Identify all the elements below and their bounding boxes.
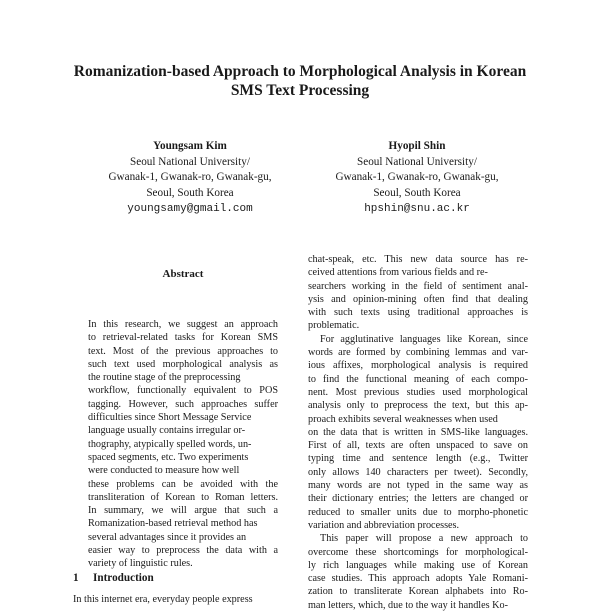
text-line: case studies. This approach adopts Yale Romani- [308, 573, 528, 585]
author-name: Youngsam Kim [153, 140, 227, 152]
text-line: variation and abbreviation processes. [308, 519, 460, 531]
text-line: only allows 140 characters per tweet). Secondly, [308, 466, 528, 478]
text-line: In this research, we suggest an approach [88, 319, 278, 330]
text-line: difficulties since Short Message Service [88, 412, 252, 424]
text-line: First of all, texts are often unspaced to save on [308, 440, 528, 452]
abstract-body [88, 318, 278, 571]
intro-first-line: In this internet era, everyday people express [73, 594, 253, 605]
text-line: variety of linguistic rules. [88, 558, 193, 570]
text-line: overcome these shortcomings for morphological- [308, 546, 528, 558]
text-line: transliteration of Korean to Roman letters. [88, 491, 278, 503]
affiliation-line: Seoul, South Korea [146, 186, 234, 199]
text-line: man letters, which, due to the way it handles Ko- [308, 599, 509, 611]
text-line: searchers working in the field of sentiment anal- [308, 280, 528, 292]
text-line: zation to transliterate Korean alphabets into Ro- [308, 586, 528, 598]
author-block [297, 139, 537, 218]
text-line: on the data that is written in SMS-like languages. [308, 426, 528, 438]
affiliation-line: Seoul National University/ [357, 155, 477, 168]
author-name: Hyopil Shin [388, 140, 446, 152]
text-line: language usually contains irregular or- [88, 425, 246, 437]
affiliation-line: Seoul, South Korea [373, 186, 461, 199]
text-line: analysis only to preprocess the text, but this ap- [308, 400, 528, 412]
author-block [70, 139, 310, 218]
title-line: SMS Text Processing [230, 82, 370, 99]
text-line: many words are not typed in the same way as [308, 480, 528, 492]
text-line: proach exhibits several weaknesses when used [308, 413, 498, 425]
text-line: such text used morphological analysis as [88, 358, 278, 370]
text-line: text. Most of the previous approaches to [88, 345, 278, 357]
text-line: their dictionary entries; the letters are changed or [308, 493, 528, 505]
text-line: easier way to preprocess the data with a [88, 545, 278, 557]
text-line: words are formed by combining lemmas and var- [308, 347, 528, 359]
text-line: ious affixes, morphological analysis is required [308, 360, 528, 372]
text-line: For agglutinative languages like Korean, since [320, 333, 528, 345]
text-line: This paper will propose a new approach to [320, 533, 528, 545]
text-line: tagging. However, such approaches suffer [88, 398, 278, 410]
text-line: ceived attentions from various fields and re- [308, 267, 488, 279]
text-line: the routine stage of the preprocessing [88, 372, 241, 384]
text-line: to find the functional meaning of each compo- [308, 373, 528, 385]
section-number: 1 [73, 572, 79, 584]
affiliation-line: Seoul National University/ [130, 155, 250, 168]
text-line: ysis and opinion-mining often find that dealing [308, 293, 528, 305]
text-line: chat-speak, etc. This new data source has re- [308, 254, 528, 265]
text-line: thography, atypically spelled words, un- [88, 438, 252, 450]
text-line: were conducted to measure how well [88, 465, 240, 477]
text-line: several advantages since it provides an [88, 531, 247, 543]
text-line: nent. Most previous studies used morphological [308, 386, 528, 398]
author-email: youngsamy@gmail.com [127, 203, 253, 215]
section-heading [73, 572, 154, 584]
abstract-heading: Abstract [162, 268, 204, 280]
text-line: spaced segments, etc. Two experiments [88, 451, 249, 463]
text-line: Romanization-based retrieval method has [88, 518, 258, 530]
text-line: typing time and sentence length (e.g., Twitter [308, 453, 528, 465]
author-email: hpshin@snu.ac.kr [364, 203, 470, 215]
right-column-body [308, 253, 528, 612]
text-line: workflow, functionally equivalent to POS [88, 385, 278, 397]
text-line: with such texts using traditional approaches is [308, 307, 528, 319]
paper-title [40, 62, 560, 100]
section-title: Introduction [93, 572, 154, 584]
text-line: In summary, we will argue that such a [88, 505, 278, 517]
text-line: problematic. [308, 320, 360, 332]
text-line: to retrieval-related tasks for Korean SMS [88, 332, 278, 344]
text-line: ly rich languages while making use of Korean [308, 559, 528, 571]
affiliation-line: Gwanak-1, Gwanak-ro, Gwanak-gu, [108, 171, 272, 183]
text-line: reduced to smaller units due to morpho-phonetic [308, 506, 528, 518]
affiliation-line: Gwanak-1, Gwanak-ro, Gwanak-gu, [335, 171, 499, 183]
text-line: these problems can be avoided with the [88, 478, 278, 490]
title-line: Romanization-based Approach to Morphological Analysis in Korean [73, 63, 527, 80]
